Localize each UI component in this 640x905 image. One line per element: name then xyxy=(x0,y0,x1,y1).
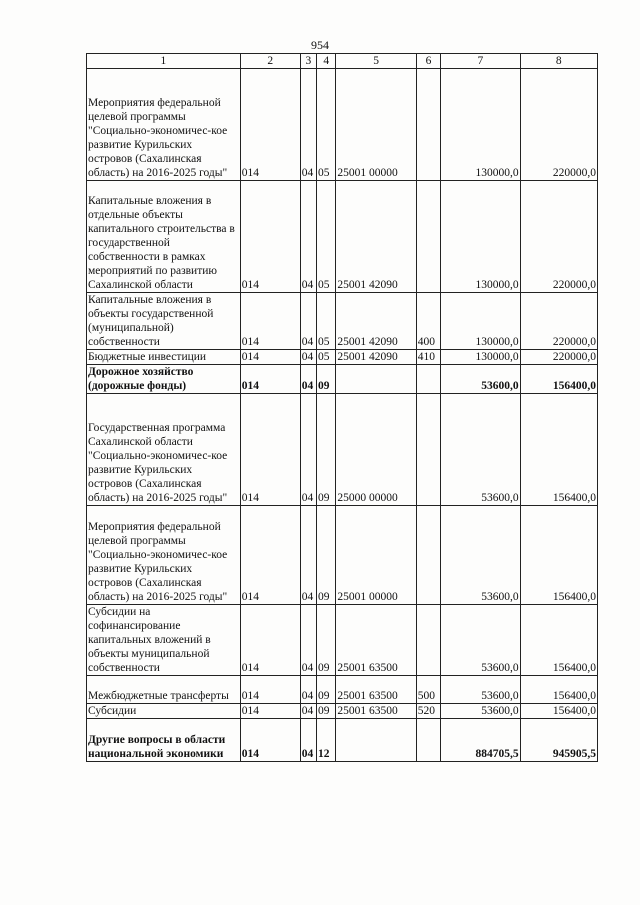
expense-type-cell xyxy=(416,394,440,506)
amount-2018-cell: 53600,0 xyxy=(441,365,520,394)
ministry-code-cell: 014 xyxy=(240,365,300,394)
budget-table xyxy=(86,53,598,762)
subsection-code-cell: 09 xyxy=(317,394,336,506)
amount-2018-cell: 130000,0 xyxy=(441,181,520,293)
section-code-cell: 04 xyxy=(300,704,316,719)
ministry-code-cell: 014 xyxy=(240,69,300,181)
section-code-cell: 04 xyxy=(300,350,316,365)
table-header-row xyxy=(87,54,598,69)
amount-2018-cell: 130000,0 xyxy=(441,350,520,365)
section-code-cell: 04 xyxy=(300,605,316,676)
target-article-cell: 25001 42090 xyxy=(336,181,416,293)
amount-2019-cell: 220000,0 xyxy=(520,350,597,365)
column-header: 2 xyxy=(240,54,300,69)
column-header: 7 xyxy=(441,54,520,69)
target-article-cell xyxy=(336,365,416,394)
subsection-code-cell: 09 xyxy=(317,605,336,676)
expense-type-cell: 410 xyxy=(416,350,440,365)
section-code-cell: 04 xyxy=(300,365,316,394)
expense-type-cell xyxy=(416,69,440,181)
row-name-cell: Мероприятия федеральной целевой программы "Социально-экономичес-кое развитие Курильских островов (Сахалинская область) на 2016-2025 годы" xyxy=(87,69,241,181)
amount-2018-cell: 53600,0 xyxy=(441,394,520,506)
column-header: 4 xyxy=(317,54,336,69)
ministry-code-cell: 014 xyxy=(240,605,300,676)
amount-2019-cell: 220000,0 xyxy=(520,293,597,350)
target-article-cell: 25001 63500 xyxy=(336,676,416,704)
subsection-code-cell: 05 xyxy=(317,350,336,365)
subsection-code-cell: 05 xyxy=(317,181,336,293)
expense-type-cell xyxy=(416,506,440,605)
target-article-cell: 25001 00000 xyxy=(336,506,416,605)
section-code-cell: 04 xyxy=(300,676,316,704)
row-name-cell: Другие вопросы в области национальной экономики xyxy=(87,719,241,762)
table-row xyxy=(87,69,598,181)
table-row xyxy=(87,293,598,350)
row-name-cell: Государственная программа Сахалинской области "Социально-экономичес-кое развитие Курильских островов (Сахалинская область) на 2016-2025 годы" xyxy=(87,394,241,506)
ministry-code-cell: 014 xyxy=(240,719,300,762)
row-name-cell: Мероприятия федеральной целевой программы "Социально-экономичес-кое развитие Курильских островов (Сахалинская область) на 2016-2025 годы" xyxy=(87,506,241,605)
table-row xyxy=(87,704,598,719)
target-article-cell: 25001 00000 xyxy=(336,69,416,181)
amount-2019-cell: 945905,5 xyxy=(520,719,597,762)
target-article-cell: 25000 00000 xyxy=(336,394,416,506)
table-row xyxy=(87,365,598,394)
table-row xyxy=(87,394,598,506)
expense-type-cell: 520 xyxy=(416,704,440,719)
target-article-cell: 25001 42090 xyxy=(336,350,416,365)
row-name-cell: Дорожное хозяйство (дорожные фонды) xyxy=(87,365,241,394)
column-header: 6 xyxy=(416,54,440,69)
expense-type-cell xyxy=(416,605,440,676)
table-row xyxy=(87,181,598,293)
amount-2018-cell: 53600,0 xyxy=(441,605,520,676)
page-number: 954 xyxy=(311,38,329,52)
amount-2019-cell: 156400,0 xyxy=(520,365,597,394)
section-code-cell: 04 xyxy=(300,181,316,293)
section-code-cell: 04 xyxy=(300,69,316,181)
table-row xyxy=(87,719,598,762)
amount-2019-cell: 156400,0 xyxy=(520,605,597,676)
row-name-cell: Субсидии на софинансирование капитальных вложений в объекты муниципальной собственности xyxy=(87,605,241,676)
subsection-code-cell: 09 xyxy=(317,506,336,605)
amount-2018-cell: 130000,0 xyxy=(441,293,520,350)
subsection-code-cell: 05 xyxy=(317,69,336,181)
subsection-code-cell: 12 xyxy=(317,719,336,762)
column-header: 5 xyxy=(336,54,416,69)
subsection-code-cell: 09 xyxy=(317,676,336,704)
row-name-cell: Субсидии xyxy=(87,704,241,719)
amount-2019-cell: 156400,0 xyxy=(520,506,597,605)
section-code-cell: 04 xyxy=(300,293,316,350)
subsection-code-cell: 09 xyxy=(317,704,336,719)
row-name-cell: Капитальные вложения в отдельные объекты капитального строительства в государственной собственности в рамках мероприятий по развитию Сахалинской области xyxy=(87,181,241,293)
row-name-cell: Бюджетные инвестиции xyxy=(87,350,241,365)
amount-2018-cell: 884705,5 xyxy=(441,719,520,762)
target-article-cell: 25001 63500 xyxy=(336,605,416,676)
amount-2018-cell: 130000,0 xyxy=(441,69,520,181)
amount-2019-cell: 156400,0 xyxy=(520,704,597,719)
ministry-code-cell: 014 xyxy=(240,350,300,365)
expense-type-cell xyxy=(416,365,440,394)
amount-2018-cell: 53600,0 xyxy=(441,506,520,605)
expense-type-cell xyxy=(416,719,440,762)
target-article-cell: 25001 42090 xyxy=(336,293,416,350)
table-row xyxy=(87,506,598,605)
ministry-code-cell: 014 xyxy=(240,506,300,605)
section-code-cell: 04 xyxy=(300,719,316,762)
section-code-cell: 04 xyxy=(300,394,316,506)
subsection-code-cell: 09 xyxy=(317,365,336,394)
table-row xyxy=(87,350,598,365)
section-code-cell: 04 xyxy=(300,506,316,605)
expense-type-cell: 500 xyxy=(416,676,440,704)
amount-2018-cell: 53600,0 xyxy=(441,704,520,719)
ministry-code-cell: 014 xyxy=(240,676,300,704)
amount-2019-cell: 220000,0 xyxy=(520,69,597,181)
ministry-code-cell: 014 xyxy=(240,704,300,719)
amount-2019-cell: 156400,0 xyxy=(520,676,597,704)
ministry-code-cell: 014 xyxy=(240,293,300,350)
target-article-cell: 25001 63500 xyxy=(336,704,416,719)
subsection-code-cell: 05 xyxy=(317,293,336,350)
table-row xyxy=(87,605,598,676)
row-name-cell: Межбюджетные трансферты xyxy=(87,676,241,704)
amount-2018-cell: 53600,0 xyxy=(441,676,520,704)
row-name-cell: Капитальные вложения в объекты государственной (муниципальной) собственности xyxy=(87,293,241,350)
column-header: 3 xyxy=(300,54,316,69)
amount-2019-cell: 156400,0 xyxy=(520,394,597,506)
table-row xyxy=(87,676,598,704)
expense-type-cell: 400 xyxy=(416,293,440,350)
ministry-code-cell: 014 xyxy=(240,394,300,506)
expense-type-cell xyxy=(416,181,440,293)
column-header: 1 xyxy=(87,54,241,69)
ministry-code-cell: 014 xyxy=(240,181,300,293)
amount-2019-cell: 220000,0 xyxy=(520,181,597,293)
column-header: 8 xyxy=(520,54,597,69)
target-article-cell xyxy=(336,719,416,762)
